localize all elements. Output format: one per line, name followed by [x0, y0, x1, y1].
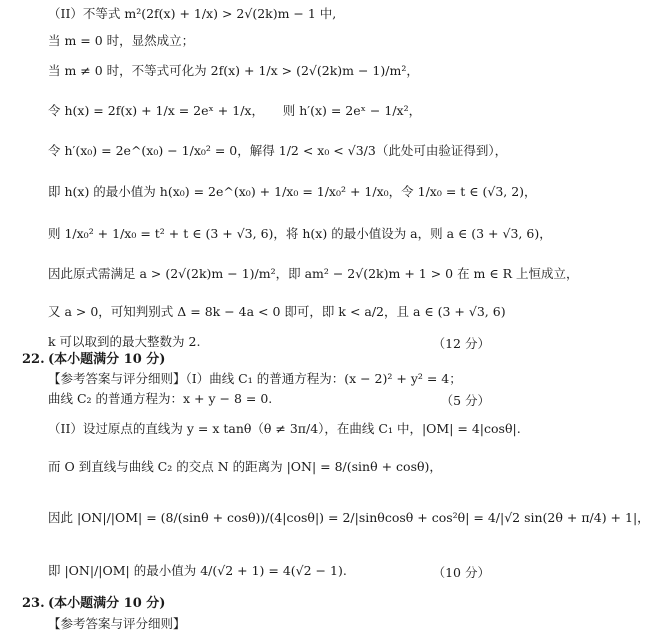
line-13: 曲线 C₂ 的普通方程为：x + y − 8 = 0. — [48, 391, 273, 406]
line-9: 又 a > 0，可知判别式 Δ = 8k − 4a < 0 即可，即 k < a/2，且 a ∈ (3 + √3, 6) — [48, 304, 506, 319]
score-12: （12 分） — [432, 336, 490, 351]
line-14: （II）设过原点的直线为 y = x tanθ（θ ≠ 3π/4），在曲线 C₁ 中，|OM| = 4|cosθ|. — [48, 421, 521, 436]
line-7: 则 1/x₀² + 1/x₀ = t² + t ∈ (3 + √3, 6)，将 h(x) 的最小值设为 a，则 a ∈ (3 + √3, 6)， — [48, 226, 552, 241]
problem-22-heading: (本小题满分 10 分) — [48, 352, 166, 367]
line-5: 令 h′(x₀) = 2e^(x₀) − 1/x₀² = 0，解得 1/2 < x₀ < √3/3（此处可由验证得到）， — [48, 143, 508, 158]
line-4: 令 h(x) = 2f(x) + 1/x = 2eˣ + 1/x， 则 h′(x) = 2eˣ − 1/x²， — [48, 103, 422, 118]
problem-23-heading: (本小题满分 10 分) — [48, 596, 166, 611]
line-6: 即 h(x) 的最小值为 h(x₀) = 2e^(x₀) + 1/x₀ = 1/x₀² + 1/x₀，令 1/x₀ = t ∈ (√3, 2)， — [48, 184, 537, 199]
score-10: （10 分） — [432, 565, 490, 580]
line-17: 即 |ON|/|OM| 的最小值为 4/(√2 + 1) = 4(√2 − 1). — [48, 563, 347, 578]
line-16: 因此 |ON|/|OM| = (8/(sinθ + cosθ))/(4|cosθ|) = 2/|sinθcosθ + cos²θ| = 4/|√2 sin(2θ + π/4) + 1|， — [48, 510, 650, 525]
line-1: （II）不等式 m²(2f(x) + 1/x) > 2√(2k)m − 1 中, — [48, 6, 337, 21]
line-15: 而 O 到直线与曲线 C₂ 的交点 N 的距离为 |ON| = 8/(sinθ + cosθ)， — [48, 459, 442, 474]
problem-number-23: 23. — [22, 596, 45, 611]
problem-number-22: 22. — [22, 352, 45, 367]
line-3: 当 m ≠ 0 时，不等式可化为 2f(x) + 1/x > (2√(2k)m − 1)/m²， — [48, 63, 419, 78]
line-19: 【参考答案与评分细则】 — [48, 616, 186, 631]
line-8: 因此原式需满足 a > (2√(2k)m − 1)/m²，即 am² − 2√(2k)m + 1 > 0 在 m ∈ R 上恒成立， — [48, 266, 579, 281]
line-12: 【参考答案与评分细则】（I）曲线 C₁ 的普通方程为：(x − 2)² + y² = 4； — [48, 371, 462, 386]
line-2: 当 m = 0 时，显然成立； — [48, 33, 195, 48]
score-5: （5 分） — [440, 393, 490, 408]
line-10: k 可以取到的最大整数为 2. — [48, 334, 201, 349]
